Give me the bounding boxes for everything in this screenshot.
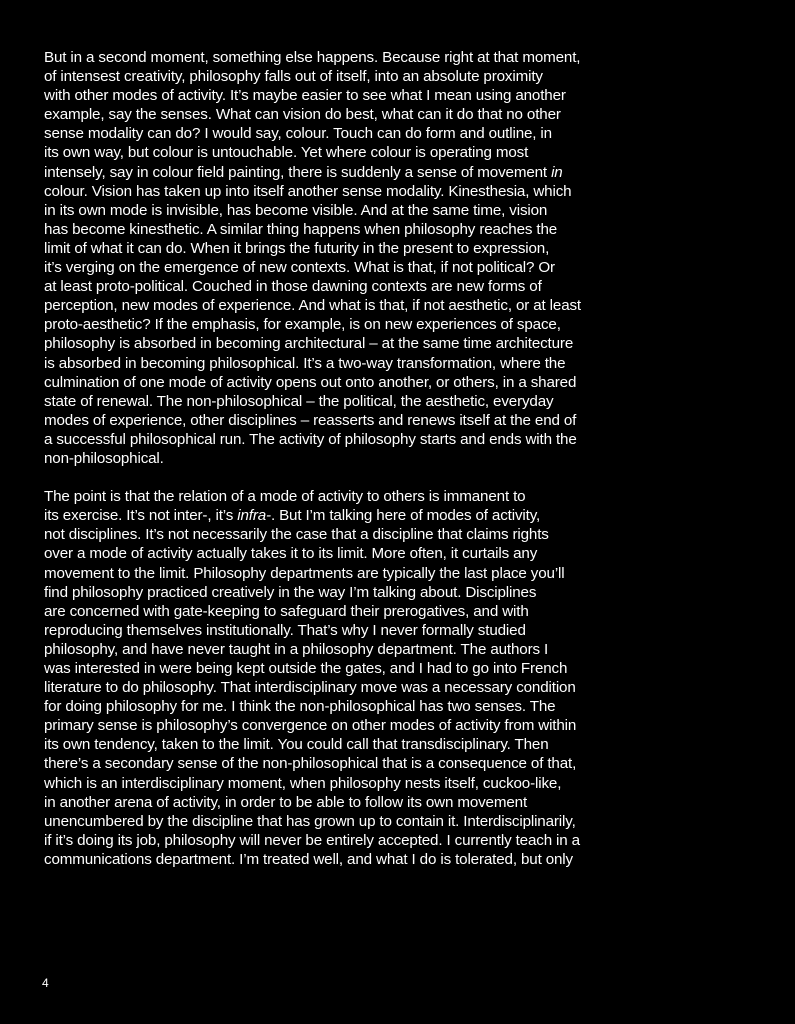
line-text: which is an interdisciplinary moment, when philosophy nests itself, cuckoo-like, bbox=[44, 774, 562, 792]
line-text: there’s a secondary sense of the non-philosophical that is a consequence of that, bbox=[44, 755, 577, 773]
page-number: 4 bbox=[42, 976, 49, 990]
text-line bbox=[44, 850, 624, 869]
text-line bbox=[44, 640, 624, 659]
line-text: not disciplines. It’s not necessarily the case that a discipline that claims rights bbox=[44, 526, 549, 544]
italic-text: infra- bbox=[237, 507, 271, 525]
paragraph bbox=[44, 487, 624, 869]
text-line bbox=[44, 239, 624, 258]
text-line bbox=[44, 220, 624, 239]
line-text: limit of what it can do. When it brings the futurity in the present to expression, bbox=[44, 239, 550, 257]
text-line bbox=[44, 831, 624, 850]
text-line bbox=[44, 163, 624, 182]
text-line bbox=[44, 86, 624, 105]
text-line bbox=[44, 793, 624, 812]
text-line bbox=[44, 201, 624, 220]
line-text: movement to the limit. Philosophy departments are typically the last place you’ll bbox=[44, 564, 565, 582]
line-text: in its own mode is invisible, has become visible. And at the same time, vision bbox=[44, 201, 548, 219]
line-text: its own tendency, taken to the limit. You could call that transdisciplinary. Then bbox=[44, 736, 549, 754]
text-line bbox=[44, 296, 624, 315]
line-text: The point is that the relation of a mode of activity to others is immanent to bbox=[44, 488, 526, 506]
line-text: with other modes of activity. It’s maybe easier to see what I mean using another bbox=[44, 87, 566, 105]
line-text: intensely, say in colour field painting, there is suddenly a sense of movement bbox=[44, 163, 552, 181]
text-line bbox=[44, 621, 624, 640]
line-text: its own way, but colour is untouchable. Yet where colour is operating most bbox=[44, 144, 529, 162]
text-line bbox=[44, 315, 624, 334]
line-text: sense modality can do? I would say, colour. Touch can do form and outline, in bbox=[44, 125, 552, 143]
text-line bbox=[44, 411, 624, 430]
paragraph-gap bbox=[44, 468, 624, 487]
text-line bbox=[44, 602, 624, 621]
text-line bbox=[44, 143, 624, 162]
text-line bbox=[44, 678, 624, 697]
text-line bbox=[44, 564, 624, 583]
body-text bbox=[44, 48, 624, 869]
line-text: literature to do philosophy. That interdisciplinary move was a necessary condition bbox=[44, 679, 576, 697]
text-line bbox=[44, 124, 624, 143]
line-text: was interested in were being kept outside the gates, and I had to go into French bbox=[44, 660, 568, 677]
line-text: are concerned with gate-keeping to safeguard their prerogatives, and with bbox=[44, 602, 529, 620]
text-line bbox=[44, 716, 624, 735]
line-text: But in a second moment, something else happens. Because right at that moment, bbox=[44, 49, 581, 66]
text-line bbox=[44, 754, 624, 773]
line-text: modes of experience, other disciplines – reasserts and renews itself at the end of bbox=[44, 411, 577, 429]
line-text: colour. Vision has taken up into itself another sense modality. Kinesthesia, which bbox=[44, 182, 572, 200]
text-line bbox=[44, 659, 624, 678]
line-text: it’s verging on the emergence of new contexts. What is that, if not political? Or bbox=[44, 259, 555, 277]
text-line bbox=[44, 697, 624, 716]
text-line bbox=[44, 258, 624, 277]
line-text: is absorbed in becoming philosophical. It’s a two-way transformation, where the bbox=[44, 354, 566, 372]
text-line bbox=[44, 583, 624, 602]
text-line bbox=[44, 430, 624, 449]
text-line bbox=[44, 182, 624, 201]
line-text: its exercise. It’s not inter-, it’s bbox=[44, 507, 238, 525]
line-text: at least proto-political. Couched in those dawning contexts are new forms of bbox=[44, 278, 542, 296]
line-text: for doing philosophy for me. I think the non-philosophical has two senses. The bbox=[44, 698, 556, 716]
text-line bbox=[44, 48, 624, 67]
text-line bbox=[44, 506, 624, 525]
line-text: if it’s doing its job, philosophy will never be entirely accepted. I currently teach in a bbox=[44, 831, 580, 849]
line-text: perception, new modes of experience. And what is that, if not aesthetic, or at least bbox=[44, 297, 581, 315]
text-line bbox=[44, 105, 624, 124]
text-line bbox=[44, 449, 624, 468]
text-line bbox=[44, 334, 624, 353]
text-line bbox=[44, 277, 624, 296]
line-text: primary sense is philosophy’s convergence on other modes of activity from within bbox=[44, 717, 577, 735]
line-text: of intensest creativity, philosophy falls out of itself, into an absolute proximity bbox=[44, 68, 543, 86]
text-line bbox=[44, 373, 624, 392]
text-line bbox=[44, 774, 624, 793]
text-line bbox=[44, 392, 624, 411]
line-text: . But I’m talking here of modes of activity, bbox=[270, 507, 541, 525]
text-line bbox=[44, 67, 624, 86]
text-line bbox=[44, 487, 624, 506]
text-line bbox=[44, 525, 624, 544]
text-line bbox=[44, 354, 624, 373]
line-text: state of renewal. The non-philosophical – the political, the aesthetic, everyday bbox=[44, 392, 554, 410]
line-text: proto-aesthetic? If the emphasis, for example, is on new experiences of space, bbox=[44, 316, 561, 334]
line-text: find philosophy practiced creatively in the way I’m talking about. Disciplines bbox=[44, 583, 537, 601]
line-text: culmination of one mode of activity opens out onto another, or others, in a shared bbox=[44, 373, 577, 391]
line-text: example, say the senses. What can vision do best, what can it do that no other bbox=[44, 106, 561, 124]
text-line bbox=[44, 812, 624, 831]
paragraph bbox=[44, 48, 624, 468]
italic-text: in bbox=[551, 163, 563, 181]
line-text: unencumbered by the discipline that has grown up to contain it. Interdisciplinarily, bbox=[44, 812, 576, 830]
line-text: philosophy is absorbed in becoming architectural – at the same time architecture bbox=[44, 335, 574, 353]
text-line bbox=[44, 544, 624, 563]
line-text: a successful philosophical run. The activity of philosophy starts and ends with the bbox=[44, 430, 577, 448]
line-text: has become kinesthetic. A similar thing happens when philosophy reaches the bbox=[44, 220, 558, 238]
line-text: in another arena of activity, in order to be able to follow its own movement bbox=[44, 793, 528, 811]
line-text: communications department. I’m treated well, and what I do is tolerated, but only bbox=[44, 850, 573, 868]
line-text: reproducing themselves institutionally. That’s why I never formally studied bbox=[44, 621, 526, 639]
line-text: non-philosophical. bbox=[44, 449, 164, 467]
text-line bbox=[44, 735, 624, 754]
line-text: over a mode of activity actually takes it to its limit. More often, it curtails any bbox=[44, 545, 538, 563]
line-text: philosophy, and have never taught in a philosophy department. The authors I bbox=[44, 640, 549, 658]
